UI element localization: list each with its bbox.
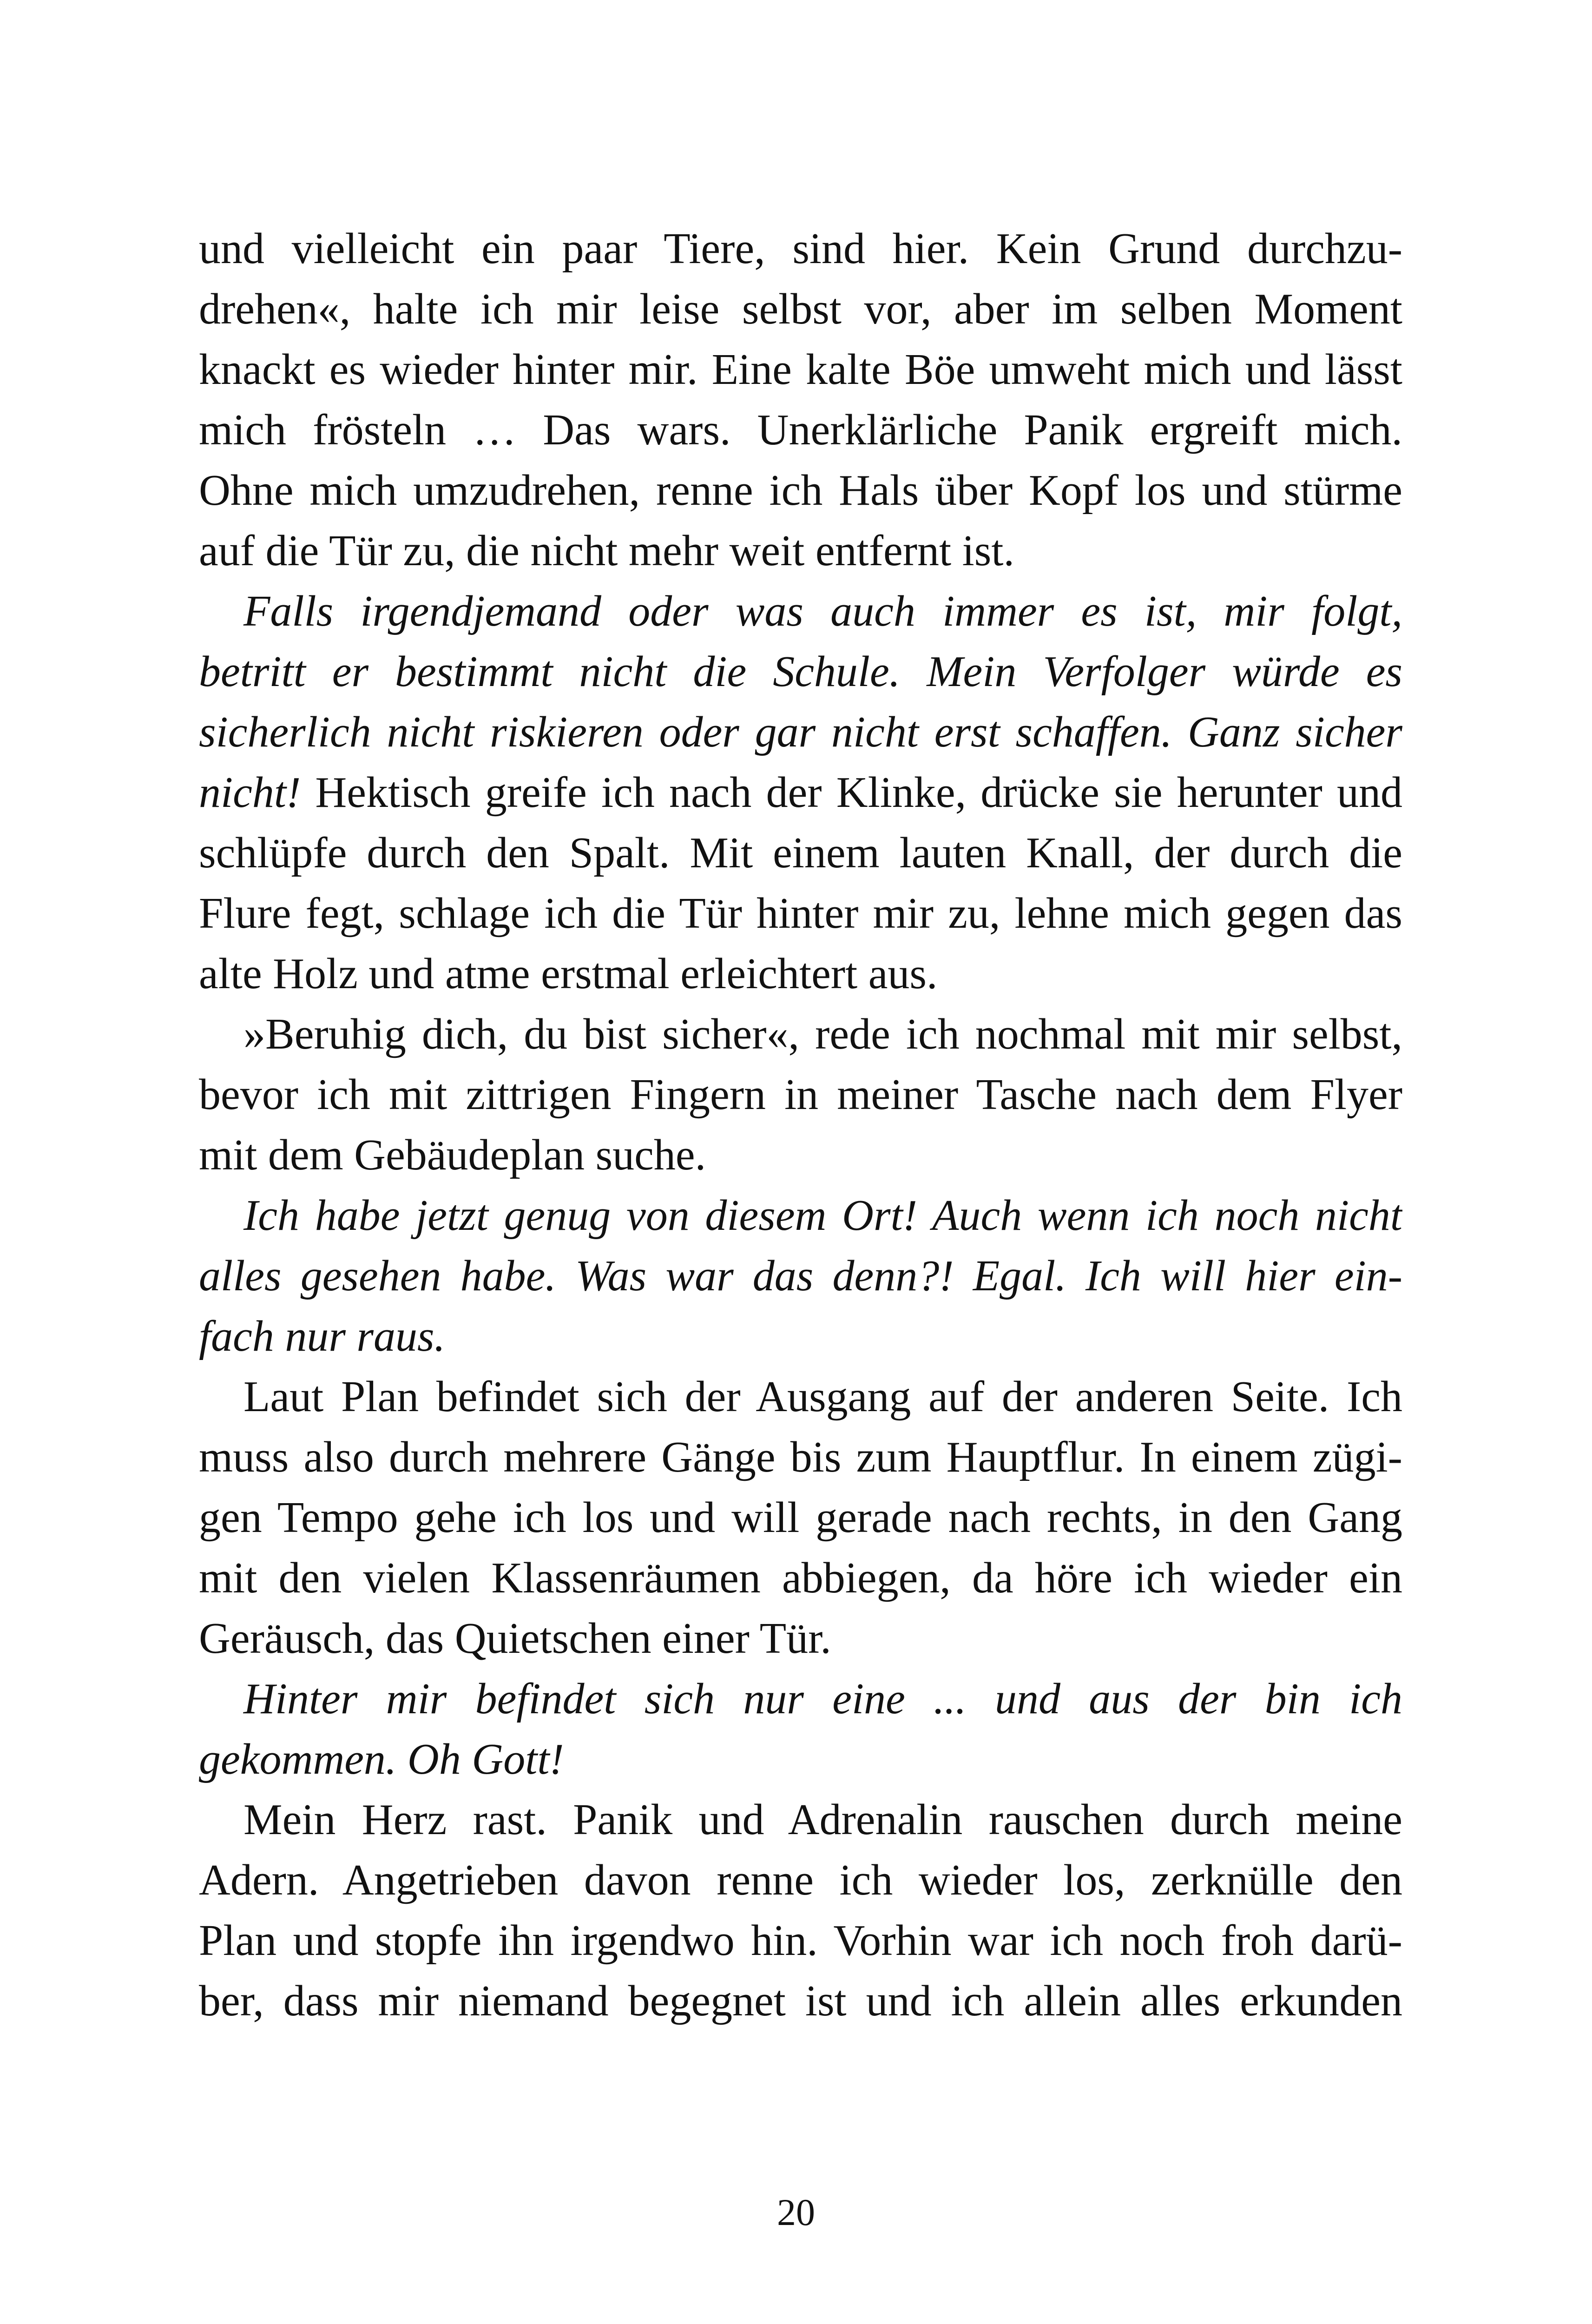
text-line: Mein Herz rast. Panik und Adrenalin rauschen durch meine: [243, 1796, 1402, 1844]
text-line: auf die Tür zu, die nicht mehr weit entfernt ist.: [199, 527, 1014, 575]
text-line: ber, dass mir niemand begegnet ist und ich allein alles erkunden: [199, 1977, 1402, 2025]
text-line: gen Tempo gehe ich los und will gerade nach rechts, in den Gang: [199, 1493, 1402, 1542]
text-line: alte Holz und atme erstmal erleichtert aus.: [199, 950, 938, 998]
text-line: »Beruhig dich, du bist sicher«, rede ich nochmal mit mir selbst,: [243, 1010, 1402, 1058]
text-line: bevor ich mit zittrigen Fingern in meiner Tasche nach dem Flyer: [199, 1070, 1402, 1119]
text-line: gekommen. Oh Gott!: [199, 1735, 564, 1783]
text-line: nicht! Hektisch greife ich nach der Klinke, drücke sie herunter und: [199, 768, 1402, 817]
text-line: Laut Plan befindet sich der Ausgang auf der anderen Seite. Ich: [243, 1373, 1402, 1421]
text-line: muss also durch mehrere Gänge bis zum Hauptflur. In einem zügi-: [199, 1433, 1402, 1481]
text-line: drehen«, halte ich mir leise selbst vor, aber im selben Moment: [199, 285, 1402, 333]
text-line: sicherlich nicht riskieren oder gar nicht erst schaffen. Ganz sicher: [199, 708, 1402, 756]
text-line: und vielleicht ein paar Tiere, sind hier. Kein Grund durchzu-: [199, 224, 1402, 273]
text-line: Ich habe jetzt genug von diesem Ort! Auch wenn ich noch nicht: [243, 1191, 1402, 1240]
body-text: [199, 218, 1402, 2031]
text-line: Hinter mir befindet sich nur eine ... und aus der bin ich: [243, 1675, 1402, 1723]
text-line: betritt er bestimmt nicht die Schule. Mein Verfolger würde es: [199, 647, 1402, 696]
text-line: Ohne mich umzudrehen, renne ich Hals über Kopf los und stürme: [199, 466, 1402, 515]
text-line: mich frösteln … Das wars. Unerklärliche Panik ergreift mich.: [199, 406, 1402, 454]
text-line: fach nur raus.: [199, 1312, 446, 1360]
text-line: schlüpfe durch den Spalt. Mit einem lauten Knall, der durch die: [199, 829, 1402, 877]
text-line: mit den vielen Klassenräumen abbiegen, da höre ich wieder ein: [199, 1554, 1402, 1602]
italic-fragment: nicht!: [199, 768, 301, 817]
text-line: mit dem Gebäudeplan suche.: [199, 1131, 706, 1179]
text-line: knackt es wieder hinter mir. Eine kalte Böe umweht mich und lässt: [199, 345, 1402, 394]
text-line: Falls irgendjemand oder was auch immer es ist, mir folgt,: [243, 587, 1402, 635]
text-line: Geräusch, das Quietschen einer Tür.: [199, 1614, 831, 1663]
text-line: Adern. Angetrieben davon renne ich wieder los, zerknülle den: [199, 1856, 1402, 1904]
page-number: 20: [777, 2191, 815, 2233]
text-line: Flure fegt, schlage ich die Tür hinter mir zu, lehne mich gegen das: [199, 889, 1402, 938]
text-line: Plan und stopfe ihn irgendwo hin. Vorhin war ich noch froh darü-: [199, 1916, 1402, 1965]
text-line: alles gesehen habe. Was war das denn?! Egal. Ich will hier ein-: [199, 1252, 1402, 1300]
